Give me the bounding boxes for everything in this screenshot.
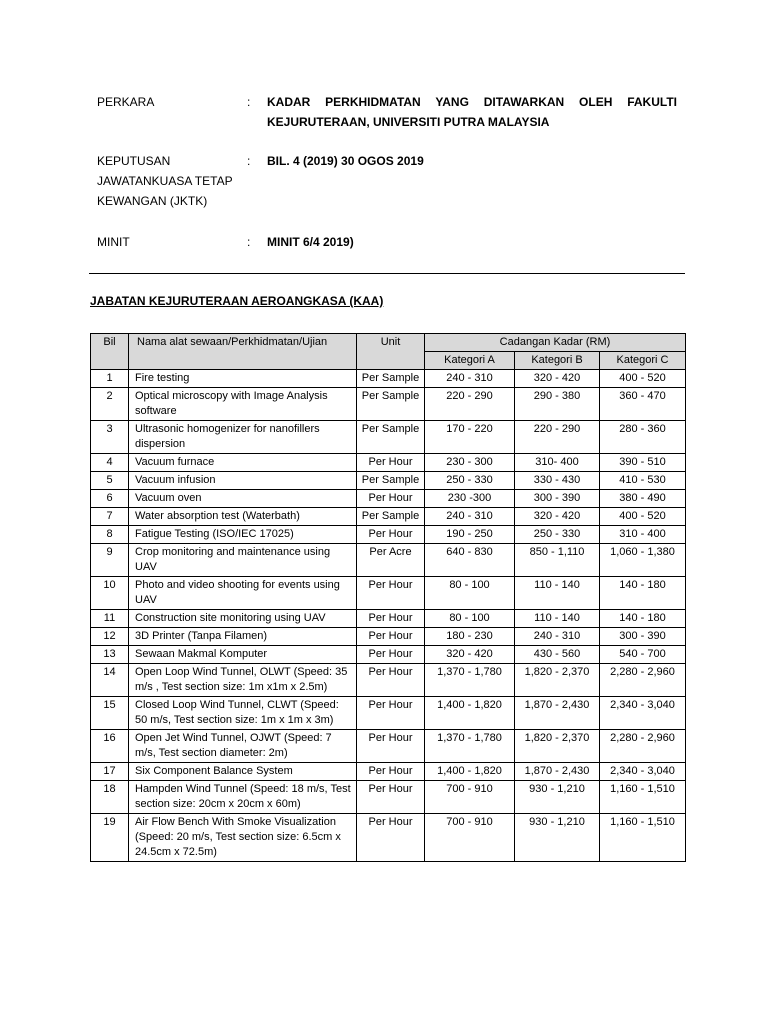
- table-row: [91, 664, 686, 697]
- cell-unit: Per Sample: [357, 370, 425, 388]
- col-header-cat-c: Kategori C: [600, 352, 686, 370]
- cell-unit: Per Hour: [357, 577, 425, 610]
- cell-cat-a: 220 - 290: [425, 388, 515, 421]
- cell-cat-b: 320 - 420: [515, 370, 600, 388]
- cell-cat-b: 850 - 1,110: [515, 544, 600, 577]
- cell-cat-c: 140 - 180: [600, 577, 686, 610]
- table-row: [91, 730, 686, 763]
- cell-cat-c: 2,340 - 3,040: [600, 697, 686, 730]
- cell-bil: 5: [91, 472, 129, 490]
- cell-bil: 4: [91, 454, 129, 472]
- cell-name: Six Component Balance System: [129, 763, 357, 781]
- decision-value: BIL. 4 (2019) 30 OGOS 2019: [267, 154, 424, 168]
- decision-colon: :: [247, 154, 251, 168]
- cell-bil: 10: [91, 577, 129, 610]
- cell-unit: Per Hour: [357, 610, 425, 628]
- cell-bil: 13: [91, 646, 129, 664]
- department-title: JABATAN KEJURUTERAAN AEROANGKASA (KAA): [90, 294, 384, 308]
- table-row: [91, 472, 686, 490]
- cell-cat-c: 2,280 - 2,960: [600, 730, 686, 763]
- col-header-unit: Unit: [357, 334, 425, 370]
- cell-cat-c: 1,160 - 1,510: [600, 814, 686, 862]
- table-row: [91, 628, 686, 646]
- cell-name: Optical microscopy with Image Analysis software: [129, 388, 357, 421]
- cell-bil: 16: [91, 730, 129, 763]
- cell-unit: Per Sample: [357, 472, 425, 490]
- cell-cat-a: 320 - 420: [425, 646, 515, 664]
- table-body: [91, 370, 686, 862]
- table-row: [91, 490, 686, 508]
- cell-bil: 11: [91, 610, 129, 628]
- decision-label: [97, 151, 247, 211]
- col-header-rates-group: Cadangan Kadar (RM): [425, 334, 686, 352]
- table-row: [91, 577, 686, 610]
- cell-name: Open Loop Wind Tunnel, OLWT (Speed: 35 m/s , Test section size: 1m x1m x 2.5m): [129, 664, 357, 697]
- cell-cat-c: 310 - 400: [600, 526, 686, 544]
- cell-cat-c: 400 - 520: [600, 508, 686, 526]
- cell-unit: Per Hour: [357, 628, 425, 646]
- cell-name: Crop monitoring and maintenance using UAV: [129, 544, 357, 577]
- cell-cat-c: 2,340 - 3,040: [600, 763, 686, 781]
- cell-bil: 12: [91, 628, 129, 646]
- cell-cat-a: 80 - 100: [425, 577, 515, 610]
- col-header-cat-a: Kategori A: [425, 352, 515, 370]
- col-header-name: Nama alat sewaan/Perkhidmatan/Ujian: [129, 334, 357, 370]
- cell-bil: 18: [91, 781, 129, 814]
- cell-cat-c: 2,280 - 2,960: [600, 664, 686, 697]
- table-header-row: [91, 334, 686, 352]
- cell-cat-c: 300 - 390: [600, 628, 686, 646]
- cell-cat-a: 700 - 910: [425, 781, 515, 814]
- cell-cat-a: 1,400 - 1,820: [425, 763, 515, 781]
- minutes-label: MINIT: [97, 235, 130, 249]
- table-row: [91, 781, 686, 814]
- cell-unit: Per Hour: [357, 490, 425, 508]
- cell-bil: 19: [91, 814, 129, 862]
- cell-cat-c: 360 - 470: [600, 388, 686, 421]
- cell-cat-a: 230 -300: [425, 490, 515, 508]
- cell-unit: Per Hour: [357, 646, 425, 664]
- cell-cat-a: 1,400 - 1,820: [425, 697, 515, 730]
- cell-cat-a: 1,370 - 1,780: [425, 664, 515, 697]
- cell-cat-c: 1,160 - 1,510: [600, 781, 686, 814]
- cell-cat-a: 180 - 230: [425, 628, 515, 646]
- cell-name: Air Flow Bench With Smoke Visualization (Speed: 20 m/s, Test section size: 6.5cm x 24.5cm x 72.5m): [129, 814, 357, 862]
- cell-bil: 8: [91, 526, 129, 544]
- cell-unit: Per Hour: [357, 697, 425, 730]
- cell-name: Construction site monitoring using UAV: [129, 610, 357, 628]
- table-row: [91, 388, 686, 421]
- cell-unit: Per Hour: [357, 730, 425, 763]
- cell-bil: 2: [91, 388, 129, 421]
- table-row: [91, 814, 686, 862]
- cell-cat-b: 1,820 - 2,370: [515, 730, 600, 763]
- cell-unit: Per Hour: [357, 454, 425, 472]
- table-row: [91, 544, 686, 577]
- cell-bil: 9: [91, 544, 129, 577]
- cell-name: Hampden Wind Tunnel (Speed: 18 m/s, Test section size: 20cm x 20cm x 60m): [129, 781, 357, 814]
- table-row: [91, 610, 686, 628]
- cell-cat-b: 1,870 - 2,430: [515, 697, 600, 730]
- cell-name: Fire testing: [129, 370, 357, 388]
- rates-table: [90, 333, 686, 862]
- table-row: [91, 526, 686, 544]
- cell-cat-b: 250 - 330: [515, 526, 600, 544]
- cell-bil: 6: [91, 490, 129, 508]
- cell-name: Photo and video shooting for events using UAV: [129, 577, 357, 610]
- cell-cat-a: 250 - 330: [425, 472, 515, 490]
- cell-name: Sewaan Makmal Komputer: [129, 646, 357, 664]
- cell-unit: Per Sample: [357, 508, 425, 526]
- section-divider: [89, 273, 685, 274]
- cell-cat-c: 140 - 180: [600, 610, 686, 628]
- cell-unit: Per Hour: [357, 526, 425, 544]
- cell-bil: 3: [91, 421, 129, 454]
- cell-unit: Per Hour: [357, 664, 425, 697]
- cell-cat-b: 330 - 430: [515, 472, 600, 490]
- cell-cat-b: 1,870 - 2,430: [515, 763, 600, 781]
- cell-cat-a: 640 - 830: [425, 544, 515, 577]
- cell-cat-b: 930 - 1,210: [515, 781, 600, 814]
- table-row: [91, 370, 686, 388]
- cell-unit: Per Hour: [357, 781, 425, 814]
- table-row: [91, 763, 686, 781]
- cell-cat-b: 430 - 560: [515, 646, 600, 664]
- cell-cat-c: 400 - 520: [600, 370, 686, 388]
- cell-unit: Per Acre: [357, 544, 425, 577]
- cell-unit: Per Hour: [357, 814, 425, 862]
- subject-value: KADAR PERKHIDMATAN YANG DITAWARKAN OLEH FAKULTI KEJURUTERAAN, UNIVERSITI PUTRA MALAYSIA: [267, 95, 677, 129]
- cell-cat-b: 300 - 390: [515, 490, 600, 508]
- cell-name: 3D Printer (Tanpa Filamen): [129, 628, 357, 646]
- decision-label-line-2: JAWATANKUASA TETAP: [97, 174, 233, 188]
- cell-bil: 7: [91, 508, 129, 526]
- cell-cat-a: 230 - 300: [425, 454, 515, 472]
- cell-unit: Per Sample: [357, 388, 425, 421]
- cell-cat-a: 700 - 910: [425, 814, 515, 862]
- cell-bil: 14: [91, 664, 129, 697]
- cell-cat-c: 410 - 530: [600, 472, 686, 490]
- cell-cat-b: 240 - 310: [515, 628, 600, 646]
- cell-cat-a: 170 - 220: [425, 421, 515, 454]
- subject-label: PERKARA: [97, 95, 155, 109]
- cell-bil: 1: [91, 370, 129, 388]
- table-row: [91, 646, 686, 664]
- cell-bil: 15: [91, 697, 129, 730]
- cell-cat-a: 240 - 310: [425, 370, 515, 388]
- cell-cat-a: 1,370 - 1,780: [425, 730, 515, 763]
- cell-name: Fatigue Testing (ISO/IEC 17025): [129, 526, 357, 544]
- cell-cat-c: 280 - 360: [600, 421, 686, 454]
- table-row: [91, 508, 686, 526]
- minutes-value: MINIT 6/4 2019): [267, 235, 354, 249]
- cell-cat-c: 540 - 700: [600, 646, 686, 664]
- table-row: [91, 697, 686, 730]
- cell-cat-b: 110 - 140: [515, 610, 600, 628]
- cell-name: Closed Loop Wind Tunnel, CLWT (Speed: 50 m/s, Test section size: 1m x 1m x 3m): [129, 697, 357, 730]
- cell-cat-b: 930 - 1,210: [515, 814, 600, 862]
- minutes-colon: :: [247, 235, 251, 249]
- cell-cat-b: 1,820 - 2,370: [515, 664, 600, 697]
- col-header-cat-b: Kategori B: [515, 352, 600, 370]
- decision-label-line-1: KEPUTUSAN: [97, 154, 171, 168]
- cell-cat-c: 380 - 490: [600, 490, 686, 508]
- cell-cat-b: 320 - 420: [515, 508, 600, 526]
- cell-cat-a: 190 - 250: [425, 526, 515, 544]
- cell-name: Vacuum oven: [129, 490, 357, 508]
- cell-cat-b: 310- 400: [515, 454, 600, 472]
- decision-label-line-3: KEWANGAN (JKTK): [97, 194, 208, 208]
- cell-cat-b: 110 - 140: [515, 577, 600, 610]
- cell-name: Ultrasonic homogenizer for nanofillers dispersion: [129, 421, 357, 454]
- cell-unit: Per Hour: [357, 763, 425, 781]
- table-row: [91, 454, 686, 472]
- cell-cat-a: 80 - 100: [425, 610, 515, 628]
- table-row: [91, 421, 686, 454]
- cell-cat-c: 390 - 510: [600, 454, 686, 472]
- cell-name: Water absorption test (Waterbath): [129, 508, 357, 526]
- cell-unit: Per Sample: [357, 421, 425, 454]
- col-header-bil: Bil: [91, 334, 129, 370]
- cell-cat-a: 240 - 310: [425, 508, 515, 526]
- cell-cat-b: 220 - 290: [515, 421, 600, 454]
- cell-bil: 17: [91, 763, 129, 781]
- cell-name: Open Jet Wind Tunnel, OJWT (Speed: 7 m/s, Test section diameter: 2m): [129, 730, 357, 763]
- cell-cat-b: 290 - 380: [515, 388, 600, 421]
- cell-name: Vacuum furnace: [129, 454, 357, 472]
- cell-name: Vacuum infusion: [129, 472, 357, 490]
- cell-cat-c: 1,060 - 1,380: [600, 544, 686, 577]
- subject-colon: :: [247, 95, 251, 109]
